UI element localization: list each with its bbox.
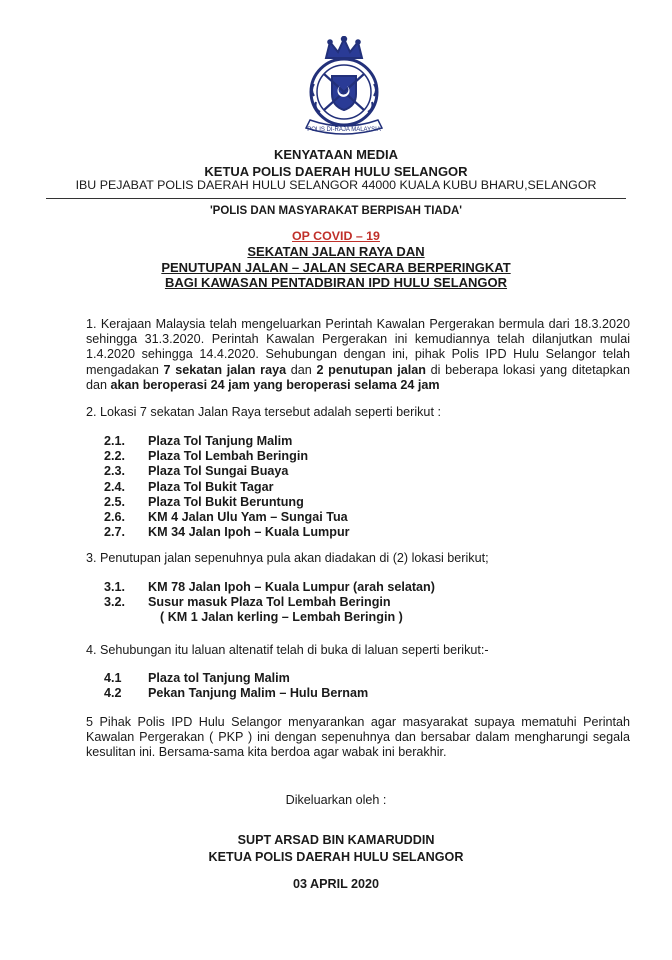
issued-by-label: Dikeluarkan oleh : <box>285 793 387 807</box>
list-item: 4.2 Pekan Tanjung Malim – Hulu Bernam <box>104 686 369 701</box>
list-item-continuation: ( KM 1 Jalan kerling – Lembah Beringin ) <box>160 610 403 625</box>
list-item: 2.4. Plaza Tol Bukit Tagar <box>104 479 274 494</box>
list-item: 2.5. Plaza Tol Bukit Beruntung <box>104 494 304 509</box>
road-closure-list <box>104 580 435 626</box>
police-crest-logo <box>296 36 392 136</box>
office-address: IBU PEJABAT POLIS DAERAH HULU SELANGOR 44000 KUALA KUBU BHARU,SELANGOR <box>75 178 597 192</box>
paragraph-4: 4. Sehubungan itu laluan altenatif telah di buka di laluan seperti berikut:- <box>86 643 489 657</box>
paragraph-3: 3. Penutupan jalan sepenuhnya pula akan diadakan di (2) lokasi berikut; <box>86 551 489 565</box>
title-line-1: SEKATAN JALAN RAYA DAN <box>247 244 425 259</box>
paragraph-2: 2. Lokasi 7 sekatan Jalan Raya tersebut adalah seperti berikut : <box>86 405 441 419</box>
signatory-name: SUPT ARSAD BIN KAMARUDDIN <box>237 833 435 847</box>
signatory-position: KETUA POLIS DAERAH HULU SELANGOR <box>208 850 464 864</box>
document-title: KENYATAAN MEDIA <box>274 147 398 162</box>
operation-name: OP COVID – 19 <box>292 229 380 243</box>
list-item: 2.3. Plaza Tol Sungai Buaya <box>104 464 289 479</box>
list-item: 3.2. Susur masuk Plaza Tol Lembah Beringin <box>104 595 391 610</box>
list-item: 2.6. KM 4 Jalan Ulu Yam – Sungai Tua <box>104 510 348 525</box>
alternative-route-list <box>104 671 368 701</box>
svg-text:POLIS DI-RAJA MALAYSIA: POLIS DI-RAJA MALAYSIA <box>307 127 381 133</box>
paragraph-5: 5 Pihak Polis IPD Hulu Selangor menyarankan agar masyarakat supaya mematuhi Perintah Kawalan Pergerakan ( PKP ) ini dengan sepenuhnya dan bersabar dalam mengharungi segala kesulitan ini. Bersama-sama kita berdoa agar wabak ini berakhir. <box>86 715 630 760</box>
list-item: 4.1 Plaza tol Tanjung Malim <box>104 671 290 685</box>
motto: 'POLIS DAN MASYARAKAT BERPISAH TIADA' <box>209 205 463 217</box>
paragraph-1: 1. Kerajaan Malaysia telah mengeluarkan Perintah Kawalan Pergerakan bermula dari 18.3.2020 sehingga 31.3.2020. Perintah Kawalan Pergerakan ini kemudiannya telah dilanjutkan mulai 1.4.2020 sehingga 14.4.2020. Sehubungan dengan ini, pihak Polis IPD Hulu Selangor telah mengadakan 7 sekatan jalan raya dan 2 penutupan jalan di beberapa lokasi yang ditetapkan dan akan beroperasi 24 jam yang beroperasi selama 24 jam <box>86 317 630 392</box>
list-item: 3.1. KM 78 Jalan Ipoh – Kuala Lumpur (arah selatan) <box>104 580 435 594</box>
list-item: 2.2. Plaza Tol Lembah Beringin <box>104 449 309 464</box>
roadblock-list <box>104 434 350 540</box>
office-name: KETUA POLIS DAERAH HULU SELANGOR <box>204 164 468 179</box>
issue-date: 03 APRIL 2020 <box>292 877 380 891</box>
title-line-3: BAGI KAWASAN PENTADBIRAN IPD HULU SELANGOR <box>164 275 508 290</box>
list-item: 2.7. KM 34 Jalan Ipoh – Kuala Lumpur <box>104 525 350 540</box>
list-item: 2.1. Plaza Tol Tanjung Malim <box>104 434 293 448</box>
title-line-2: PENUTUPAN JALAN – JALAN SECARA BERPERINGKAT <box>161 260 511 275</box>
header-divider <box>46 198 626 199</box>
